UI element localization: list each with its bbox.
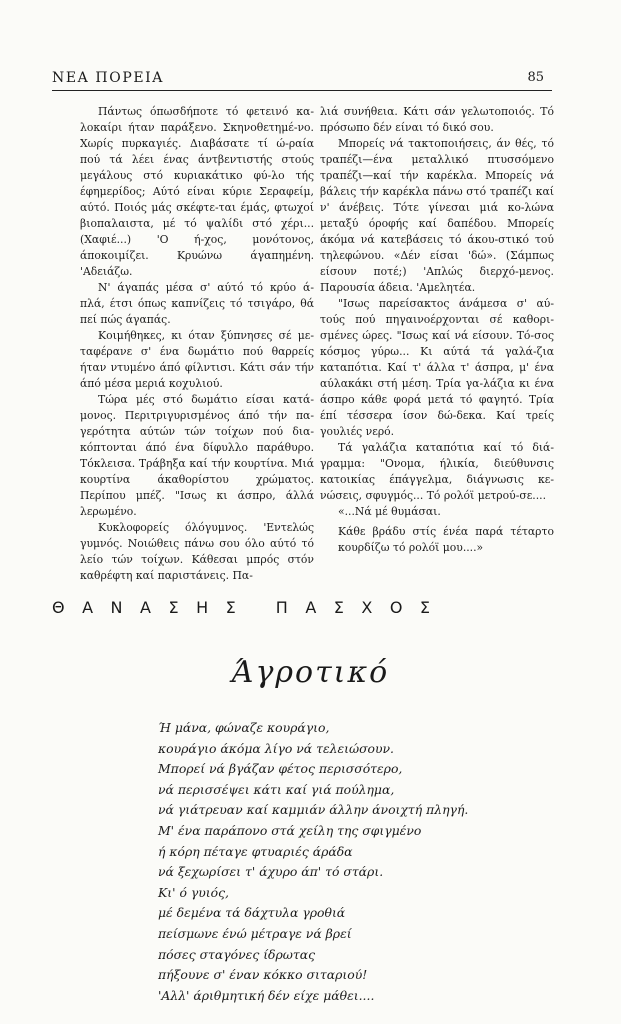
poem-line: Κι' ό γυιός, <box>158 884 229 900</box>
paragraph: "Ισως παρείσακτος άνάμεσα σ' αύ-τούς πού πηγαινοέρχονται σέ καθορι-σμένες ώρες. "Ισως καί νά είσουν. Τό-σος κόσμος γύρω... Κι αύτά τά γαλά-ζια καταπότια. Καί τ' άλλα τ' άσπρα, μ' ένα αύλακάκι στή μέση. Τρία γα-λάζια κι ένα άσπρο κάθε φορά μετά τό φαγητό. Τρία έπί τέσσερα ίσον δώ-δεκα. Καί τρείς γουλιές νερό. <box>320 297 554 438</box>
poem-title: Άγροτικό <box>231 655 390 690</box>
paragraph: Κάθε βράδυ στίς ένέα παρά τέταρτο κουρδίζω τό ρολόϊ μου....» <box>338 525 554 554</box>
paragraph: Κυκλοφορείς όλόγυμνος. 'Εντελώς γυμνός. Νοιώθεις πάνω σου όλο αύτό τό λείο τών τοίχων. Κάθεσαι μπρός στόν καθρέφτη καί παριστάνεις. Πα- <box>80 521 314 582</box>
paragraph: Πάντως όπωσδήποτε τό φετεινό κα-λοκαίρι ήταν παράξενο. Σκηνοθετημέ-νο. Χωρίς πυρκαγιές. Διαβάσατε τί ώ-ραία πού τά λέει ένας άντβεντιστής στούς μεγάλους στό κυριακάτικο φύ-λο τής έφημερίδος; Αύτό είναι κύριε Σεραφείμ, αύτό. Ποιός μάς σκέφτε-ται έμάς, φτωχοί βιοπαλαιστα, μέ τό ψαλίδι στό χέρι... (Χαφιέ...) 'Ο ή-χος, μονότονος, άποκοιμίζει. Κρυώνω άγαπημένη. 'Αδειάζω. <box>80 105 314 278</box>
right-column <box>320 104 554 556</box>
poem-line: Μπορεί νά βγάζαν φέτος περισσότερο, <box>158 761 403 777</box>
poem <box>158 718 558 1006</box>
paragraph: «...Νά μέ θυμάσαι. <box>338 505 441 518</box>
paragraph: Μπορείς νά τακτοποιήσεις, άν θές, τό τραπέζι—ένα μεταλλικό πτυσσόμενο τραπέζι—καί τήν καρέκλα. Μπορείς νά βάλεις τήν καρέκλα πάνω στό τραπέζι καί ν' άνέβεις. Τότε γίνεσαι μιά κο-λώνα μεταξύ όροφής καί δαπέδου. Μπορείς άκόμα νά κατεβάσεις τό άκου-στικό τού τηλεφώνου. «Δέν είσαι 'δώ». (Σάμπως είσουν ποτέ;) 'Απλώς διερχό-μενος. Παρουσία άδεια. 'Αμελητέα. <box>320 137 554 294</box>
poem-line: ή κόρη πέταγε φτυαριές άράδα <box>158 843 353 859</box>
poem-line: πείσμωνε ένώ μέτραγε νά βρεί <box>158 925 352 941</box>
poem-line: πήξουνε σ' έναν κόκκο σιταριού! <box>158 967 368 983</box>
poem-line: νά γιάτρευαν καί καμμιάν άλλην άνοιχτή πληγή. <box>158 802 469 818</box>
poem-line: Μ' ένα παράπονο στά χείλη της σφιγμένο <box>158 822 422 838</box>
left-column <box>80 104 314 584</box>
page-number: 85 <box>527 70 544 85</box>
poem-line: μέ δεμένα τά δάχτυλα γροθιά <box>158 905 346 921</box>
paragraph: Ν' άγαπάς μέσα σ' αύτό τό κρύο ά-πλά, έτσι όπως καπνίζεις τό τσιγάρο, θά πεί πώς άγαπάς. <box>80 281 314 326</box>
paragraph: Τά γαλάζια καταπότια καί τό διά-γραμμα: "Ονομα, ήλικία, διεύθυνσις κατοικίας έπάγγελμα, διάγνωσις κε-νώσεις, σφυγμός... Τό ρολόϊ μετρού-σε.... <box>320 441 554 502</box>
journal-title: ΝΕΑ ΠΟΡΕΙΑ <box>52 70 164 86</box>
poem-line: νά περισσέψει κάτι καί γιά πούλημα, <box>158 781 395 797</box>
header-rule <box>52 90 552 91</box>
poem-line: νά ξεχωρίσει τ' άχυρο άπ' τό στάρι. <box>158 864 384 880</box>
paragraph: λιά συνήθεια. Κάτι σάν γελωτοποιός. Τό πρόσωπο δέν είναι τό δικό σου. <box>320 105 554 134</box>
poem-line: Ή μάνα, φώναζε κουράγιο, <box>158 720 330 735</box>
poem-line: 'Αλλ' άριθμητική δέν είχε μάθει.... <box>158 987 375 1003</box>
paragraph: Κοιμήθηκες, κι όταν ξύπνησες σέ με-ταφέρανε σ' ένα δωμάτιο πού θαρρείς ήταν ντυμένο άπό φίλντισι. Κάτι σάν τήν άπό μέσα μεριά κοχυλιού. <box>80 329 314 390</box>
author-name: ΘΑΝΑΣΗΣ ΠΑΣΧΟΣ <box>52 598 448 617</box>
poem-line: πόσες σταγόνες ίδρωτας <box>158 946 316 962</box>
poem-line: κουράγιο άκόμα λίγο νά τελειώσουν. <box>158 740 394 756</box>
paragraph: Τώρα μές στό δωμάτιο είσαι κατά-μονος. Περιτριγυρισμένος άπό τήν πα-γερότητα αύτών τών τοίχων πού δια-κόπτονται άπό ένα δίφυλλο παράθυρο. Τόκλεισα. Τράβηξα καί τήν κουρτίνα. Μιά κουρτίνα άκαθορίστου χρώματος. Περίπου μπέζ. "Ισως κι άσπρο, άλλά λερωμένο. <box>80 393 314 518</box>
running-head <box>52 70 552 90</box>
